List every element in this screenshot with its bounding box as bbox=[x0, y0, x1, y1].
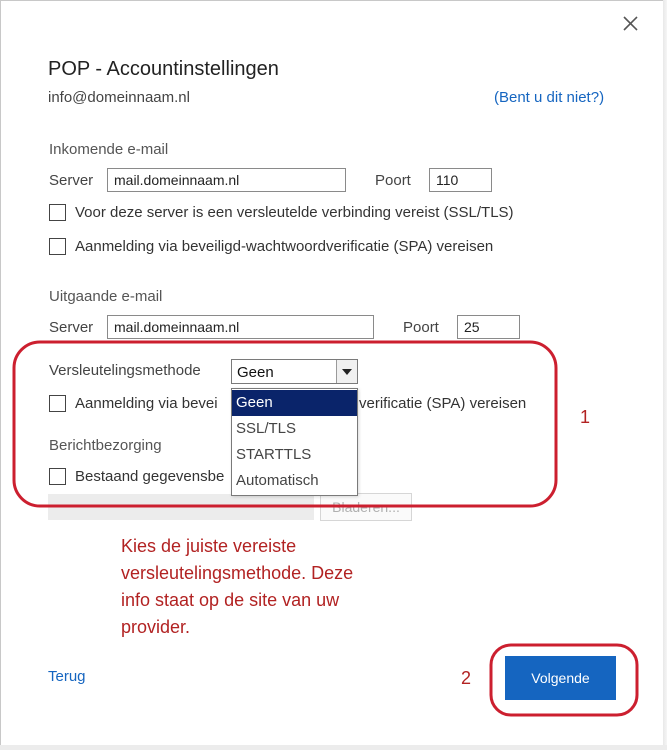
dropdown-button[interactable] bbox=[336, 360, 357, 383]
encryption-selected-value: Geen bbox=[237, 364, 274, 381]
option-automatisch[interactable]: Automatisch bbox=[236, 472, 319, 489]
annotation-step-1: 1 bbox=[580, 407, 591, 427]
option-geen[interactable]: Geen bbox=[232, 390, 357, 416]
dialog-title: POP - Accountinstellingen bbox=[48, 58, 279, 80]
encryption-method-select[interactable] bbox=[231, 359, 358, 384]
outgoing-port-input[interactable]: 25 bbox=[457, 315, 520, 339]
close-button[interactable] bbox=[614, 10, 646, 38]
window-edge-bottom bbox=[0, 745, 667, 750]
account-email: info@domeinnaam.nl bbox=[48, 89, 190, 106]
incoming-section-label: Inkomende e-mail bbox=[49, 141, 169, 158]
incoming-ssl-checkbox-label: Voor deze server is een versleutelde verbinding vereist (SSL/TLS) bbox=[75, 204, 514, 221]
outgoing-server-label: Server bbox=[49, 319, 94, 336]
outgoing-spa-label-left: Aanmelding via bevei bbox=[75, 395, 218, 412]
incoming-port-label: Poort bbox=[375, 172, 411, 189]
encryption-options-list bbox=[231, 388, 358, 496]
existing-file-checkbox[interactable] bbox=[49, 468, 66, 485]
outgoing-spa-label-right: verificatie (SPA) vereisen bbox=[359, 395, 527, 412]
annotation-step-2: 2 bbox=[461, 668, 472, 688]
option-ssl-tls[interactable]: SSL/TLS bbox=[236, 420, 297, 437]
window-edge bbox=[663, 0, 667, 750]
annotation-note: Kies de juiste vereiste versleutelingsmethode. Deze info staat op de site van uw provider. bbox=[121, 536, 354, 637]
next-button[interactable]: Volgende bbox=[505, 656, 616, 700]
data-file-field bbox=[48, 494, 314, 520]
not-you-link[interactable]: (Bent u dit niet?) bbox=[494, 89, 605, 106]
outgoing-section-label: Uitgaande e-mail bbox=[49, 288, 163, 305]
browse-button: Bladeren... bbox=[320, 493, 412, 521]
incoming-spa-checkbox-label: Aanmelding via beveiligd-wachtwoordverificatie (SPA) vereisen bbox=[75, 238, 494, 255]
outgoing-server-input[interactable]: mail.domeinnaam.nl bbox=[107, 315, 374, 339]
outgoing-port-label: Poort bbox=[403, 319, 439, 336]
incoming-spa-checkbox[interactable] bbox=[49, 238, 66, 255]
incoming-port-input[interactable]: 110 bbox=[429, 168, 492, 192]
incoming-ssl-checkbox[interactable] bbox=[49, 204, 66, 221]
back-link[interactable]: Terug bbox=[48, 668, 86, 685]
incoming-server-input[interactable]: mail.domeinnaam.nl bbox=[107, 168, 346, 192]
encryption-method-label: Versleutelingsmethode bbox=[49, 362, 201, 379]
delivery-section-label: Berichtbezorging bbox=[49, 437, 162, 454]
close-icon bbox=[614, 10, 646, 38]
outgoing-spa-checkbox[interactable] bbox=[49, 395, 66, 412]
incoming-server-label: Server bbox=[49, 172, 94, 189]
chevron-down-icon bbox=[337, 360, 357, 383]
option-starttls[interactable]: STARTTLS bbox=[236, 446, 312, 463]
existing-file-label: Bestaand gegevensbe bbox=[75, 468, 225, 485]
